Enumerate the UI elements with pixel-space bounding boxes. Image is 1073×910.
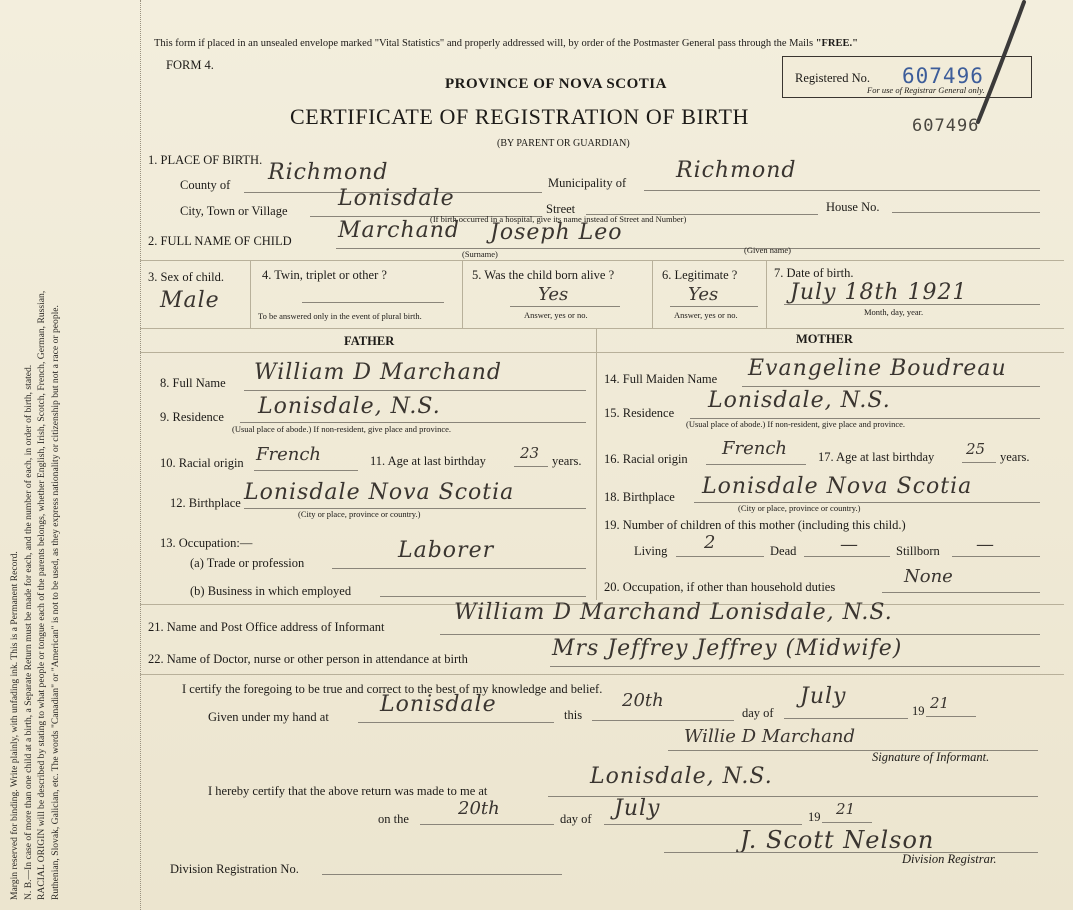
registrar-place: Lonisdale, N.S.: [590, 764, 773, 789]
place-of-birth-label: 1. PLACE OF BIRTH.: [148, 153, 263, 167]
birth-date-note: Month, day, year.: [864, 307, 924, 317]
legitimate-value: Yes: [688, 284, 719, 305]
father-birthplace-note: (City or place, province or country.): [298, 509, 421, 519]
certify-day: 20th: [622, 690, 664, 711]
street-note: (If birth occurred in a hospital, give its name instead of Street and Number): [430, 214, 687, 224]
legitimate-label: 6. Legitimate ?: [662, 268, 738, 282]
county-label: County of: [180, 178, 231, 192]
registrar-on-label: on the: [378, 812, 409, 826]
margin-line: RACIAL ORIGIN will be described by stating to what people or tongue each of the parents belongs, whether English, Irish, Scotch, French, German, Russian,: [36, 290, 47, 900]
dead-value: —: [840, 534, 858, 555]
house-label: House No.: [826, 200, 880, 214]
mother-age-label: 17. Age at last birthday: [818, 450, 935, 464]
father-years: years.: [552, 454, 582, 468]
margin-line: Margin reserved for binding. Write plainly, with unfading ink. This is a Permanent Record.: [9, 551, 20, 900]
given-under-label: Given under my hand at: [208, 710, 329, 724]
father-racial: French: [256, 444, 322, 465]
living-value: 2: [704, 532, 716, 553]
registered-note: For use of Registrar General only.: [867, 85, 985, 95]
registrar-year-suffix: 21: [836, 800, 856, 818]
certify-text: I certify the foregoing to be true and correct to the best of my knowledge and belief.: [182, 682, 603, 696]
twin-note: To be answered only in the event of plural birth.: [258, 311, 422, 321]
page-title: CERTIFICATE OF REGISTRATION OF BIRTH: [290, 104, 749, 129]
father-heading: FATHER: [344, 334, 395, 348]
registrar-signature-label: Division Registrar.: [902, 852, 997, 866]
child-surname: Marchand: [338, 218, 461, 243]
mother-heading: MOTHER: [796, 332, 853, 346]
mother-name-label: 14. Full Maiden Name: [604, 372, 718, 386]
father-name-label: 8. Full Name: [160, 376, 226, 390]
father-residence-label: 9. Residence: [160, 410, 224, 424]
alive-value: Yes: [538, 284, 569, 305]
registrar-year-prefix: 19: [808, 810, 821, 824]
mother-name: Evangeline Boudreau: [748, 356, 1007, 381]
registered-number: 607496: [902, 64, 984, 88]
registrar-text: I hereby certify that the above return was made to me at: [208, 784, 488, 798]
father-birthplace-label: 12. Birthplace: [170, 496, 241, 510]
doctor-label: 22. Name of Doctor, nurse or other person in attendance at birth: [148, 652, 468, 666]
mother-residence-label: 15. Residence: [604, 406, 675, 420]
certify-year-prefix: 19: [912, 704, 925, 718]
registrar-day: 20th: [458, 798, 500, 819]
registrar-signature: J. Scott Nelson: [740, 826, 935, 854]
city-value: Lonisdale: [338, 186, 455, 211]
certify-day-of-label: day of: [742, 706, 774, 720]
father-business-label: (b) Business in which employed: [190, 584, 352, 598]
certify-year-suffix: 21: [930, 694, 950, 712]
mother-years: years.: [1000, 450, 1030, 464]
municipality-label: Municipality of: [548, 176, 627, 190]
mother-children-label: 19. Number of children of this mother (including this child.): [604, 518, 906, 532]
county-value: Richmond: [268, 160, 389, 185]
page-subtitle: (BY PARENT OR GUARDIAN): [497, 138, 630, 149]
stillborn-value: —: [976, 534, 994, 555]
registered-label: Registered No.: [795, 71, 870, 85]
father-trade: Laborer: [398, 538, 495, 563]
mother-residence-note: (Usual place of abode.) If non-resident, give place and province.: [686, 419, 906, 429]
living-label: Living: [634, 544, 668, 558]
certify-place: Lonisdale: [380, 692, 497, 717]
dead-label: Dead: [770, 544, 797, 558]
mother-birthplace-note: (City or place, province or country.): [738, 503, 861, 513]
mother-racial: French: [722, 438, 788, 459]
informant-signature-label: Signature of Informant.: [872, 750, 990, 764]
surname-note: (Surname): [462, 249, 498, 259]
doctor-value: Mrs Jeffrey Jeffrey (Midwife): [552, 636, 903, 661]
certify-month: July: [800, 684, 847, 709]
twin-label: 4. Twin, triplet or other ?: [262, 268, 387, 282]
mother-occupation-label: 20. Occupation, if other than household duties: [604, 580, 836, 594]
father-residence: Lonisdale, N.S.: [258, 394, 441, 419]
mother-occupation: None: [904, 566, 953, 587]
father-age: 23: [520, 444, 540, 462]
father-trade-label: (a) Trade or profession: [190, 556, 305, 570]
certify-this-label: this: [564, 708, 583, 722]
father-residence-note: (Usual place of abode.) If non-resident, give place and province.: [232, 424, 452, 434]
father-age-label: 11. Age at last birthday: [370, 454, 486, 468]
stamped-number: 607496: [912, 116, 980, 136]
alive-label: 5. Was the child born alive ?: [472, 268, 615, 282]
birth-date-value: July 18th 1921: [790, 280, 968, 305]
municipality-value: Richmond: [676, 158, 797, 183]
mother-birthplace-label: 18. Birthplace: [604, 490, 675, 504]
stillborn-label: Stillborn: [896, 544, 940, 558]
alive-note: Answer, yes or no.: [524, 310, 588, 320]
sex-label: 3. Sex of child.: [148, 270, 225, 284]
mother-racial-label: 16. Racial origin: [604, 452, 688, 466]
given-note: (Given name): [744, 245, 791, 255]
informant-label: 21. Name and Post Office address of Informant: [148, 620, 385, 634]
father-birthplace: Lonisdale Nova Scotia: [244, 480, 515, 505]
father-racial-label: 10. Racial origin: [160, 456, 244, 470]
registrar-month: July: [614, 796, 661, 821]
informant-value: William D Marchand Lonisdale, N.S.: [454, 600, 893, 625]
legitimate-note: Answer, yes or no.: [674, 310, 738, 320]
mother-residence: Lonisdale, N.S.: [708, 388, 891, 413]
sex-value: Male: [160, 288, 220, 313]
margin-line: Ruthenian, Slovak, Galician, etc. The words "Canadian" or "American" is not to be used, as they express nationality or citizenship but not a race or people.: [49, 305, 61, 900]
mother-age: 25: [966, 440, 986, 458]
margin-line: N. B.—In case of more than one child at a birth, a Separate Return must be made for each, and the number of each, in order of birth, stated.: [22, 364, 34, 900]
birth-date-label: 7. Date of birth.: [774, 266, 854, 280]
registrar-day-of-label: day of: [560, 812, 592, 826]
mail-note: This form if placed in an unsealed envelope marked "Vital Statistics" and properly addressed will, by order of the Postmaster General pass through the Mails "FREE.": [154, 38, 858, 49]
city-label: City, Town or Village: [180, 204, 288, 218]
father-name: William D Marchand: [254, 360, 502, 385]
informant-signature: Willie D Marchand: [684, 726, 856, 747]
child-given-name: Joseph Leo: [490, 220, 623, 245]
division-registration-label: Division Registration No.: [170, 862, 299, 876]
form-number: FORM 4.: [166, 58, 214, 72]
street-label: Street: [546, 202, 576, 216]
father-occupation-label: 13. Occupation:—: [160, 536, 253, 550]
child-name-label: 2. FULL NAME OF CHILD: [148, 234, 292, 248]
province-heading: PROVINCE OF NOVA SCOTIA: [445, 76, 667, 92]
mother-birthplace: Lonisdale Nova Scotia: [702, 474, 973, 499]
